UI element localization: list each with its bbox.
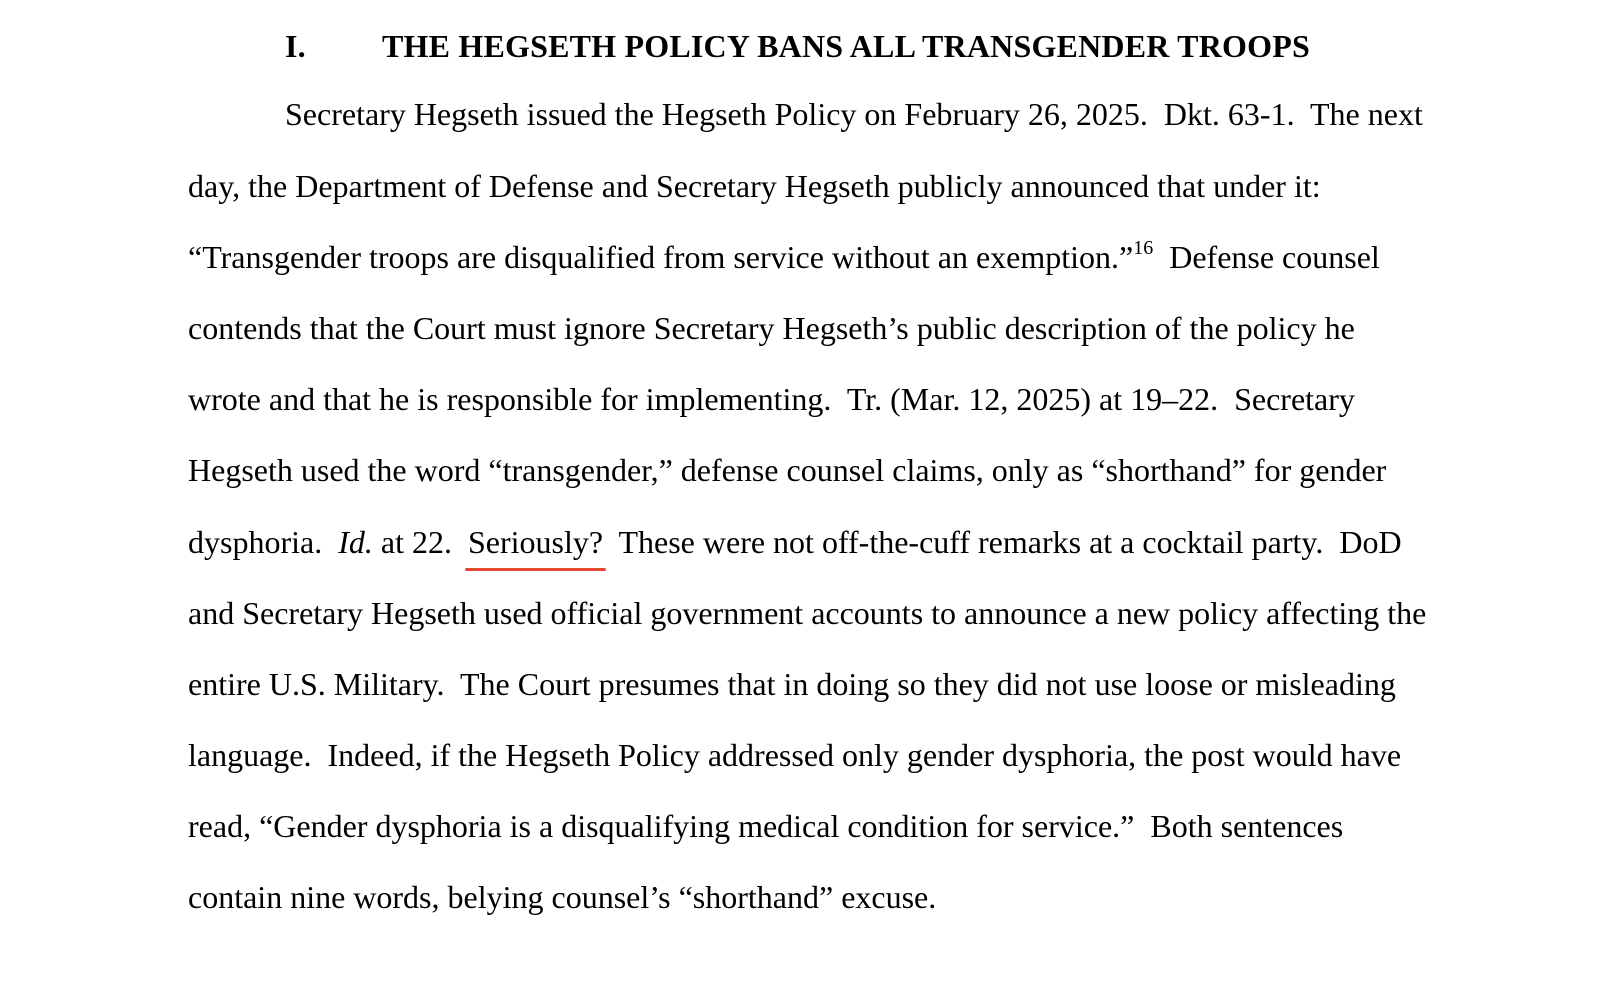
paragraph-line-10: language. Indeed, if the Hegseth Policy addressed only gender dysphoria, the post would have (188, 737, 1402, 773)
paragraph-line-3 (188, 237, 1380, 277)
line-7-start: dysphoria. (188, 524, 339, 560)
line-7-end: These were not off-the-cuff remarks at a cocktail party. DoD (603, 524, 1402, 560)
line-3-rest: Defense counsel (1153, 239, 1380, 275)
paragraph-line-11: read, “Gender dysphoria is a disqualifying medical condition for service.” Both sentences (188, 808, 1344, 844)
paragraph-line-4: contends that the Court must ignore Secretary Hegseth’s public description of the policy he (188, 310, 1355, 346)
quoted-post: “Transgender troops are disqualified from service without an exemption.” (188, 239, 1134, 275)
paragraph-line-12: contain nine words, belying counsel’s “shorthand” excuse. (188, 879, 937, 915)
paragraph-line-5: wrote and that he is responsible for implementing. Tr. (Mar. 12, 2025) at 19–22. Secretary (188, 381, 1355, 417)
section-heading (285, 28, 1310, 65)
paragraph-line-7 (188, 522, 1402, 562)
id-citation: Id. (338, 524, 373, 560)
paragraph-line-8: and Secretary Hegseth used official government accounts to announce a new policy affecting the (188, 595, 1427, 631)
paragraph-line-6: Hegseth used the word “transgender,” defense counsel claims, only as “shorthand” for gender (188, 452, 1387, 488)
line-7-mid: at 22. (372, 524, 468, 560)
footnote-marker: 16 (1133, 237, 1154, 259)
paragraph-line-9: entire U.S. Military. The Court presumes that in doing so they did not use loose or misleading (188, 666, 1396, 702)
section-number: I. (285, 28, 306, 64)
paragraph-line-2: day, the Department of Defense and Secretary Hegseth publicly announced that under it: (188, 168, 1321, 204)
paragraph-line-1: Secretary Hegseth issued the Hegseth Policy on February 26, 2025. Dkt. 63-1. The next (285, 96, 1423, 132)
underlined-emphasis: Seriously? (467, 524, 604, 560)
section-title: THE HEGSETH POLICY BANS ALL TRANSGENDER TROOPS (382, 28, 1310, 64)
